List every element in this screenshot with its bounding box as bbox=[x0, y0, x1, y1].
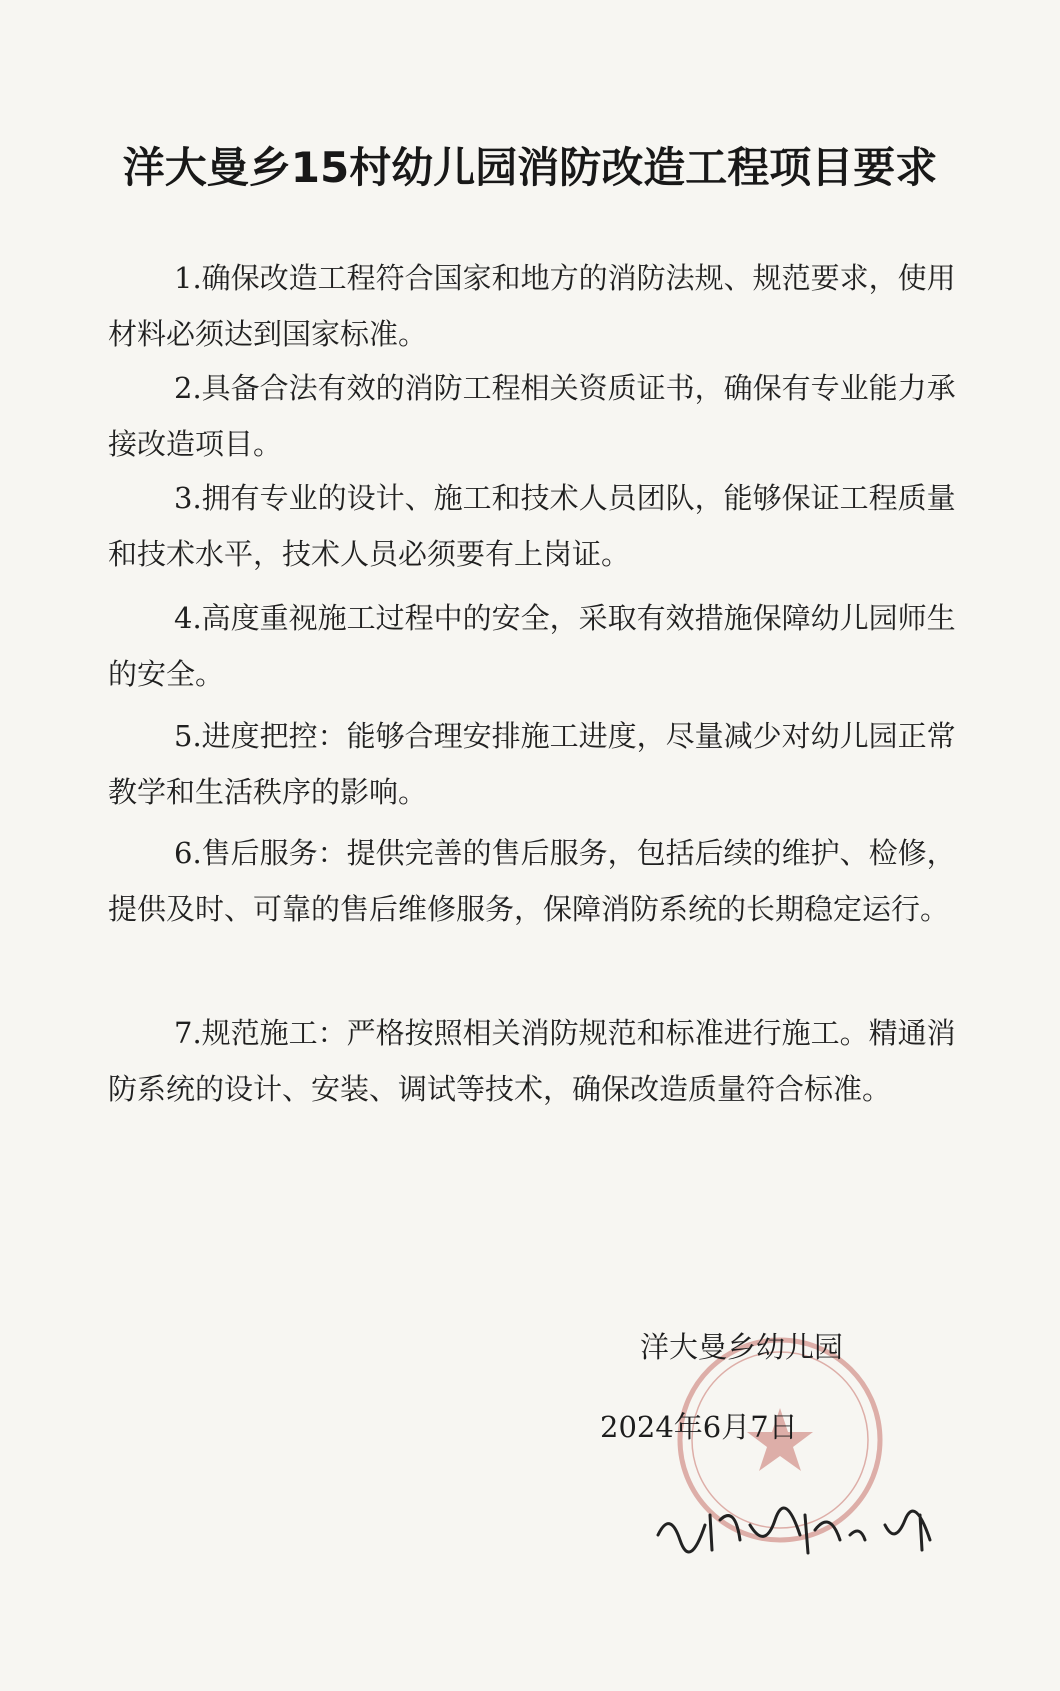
document-title: 洋大曼乡15村幼儿园消防改造工程项目要求 bbox=[122, 143, 938, 192]
requirement-item-1: 1.确保改造工程符合国家和地方的消防法规、规范要求，使用材料必须达到国家标准。 bbox=[108, 261, 956, 351]
requirement-item-3: 3.拥有专业的设计、施工和技术人员团队，能够保证工程质量和技术水平，技术人员必须要有上岗证。 bbox=[108, 481, 956, 571]
document-date: 2024年6月7日 bbox=[600, 1410, 798, 1444]
requirement-item-6: 6.售后服务：提供完善的售后服务，包括后续的维护、检修，提供及时、可靠的售后维修服务，保障消防系统的长期稳定运行。 bbox=[108, 836, 956, 926]
requirement-item-2: 2.具备合法有效的消防工程相关资质证书，确保有专业能力承接改造项目。 bbox=[108, 371, 956, 461]
requirement-item-7: 7.规范施工：严格按照相关消防规范和标准进行施工。精通消防系统的设计、安装、调试等技术，确保改造质量符合标准。 bbox=[108, 1016, 956, 1106]
requirement-item-4: 4.高度重视施工过程中的安全，采取有效措施保障幼儿园师生的安全。 bbox=[108, 601, 956, 691]
handwritten-signature bbox=[650, 1495, 950, 1565]
organization-name: 洋大曼乡幼儿园 bbox=[640, 1330, 844, 1364]
requirement-item-5: 5.进度把控：能够合理安排施工进度，尽量减少对幼儿园正常教学和生活秩序的影响。 bbox=[108, 719, 956, 809]
